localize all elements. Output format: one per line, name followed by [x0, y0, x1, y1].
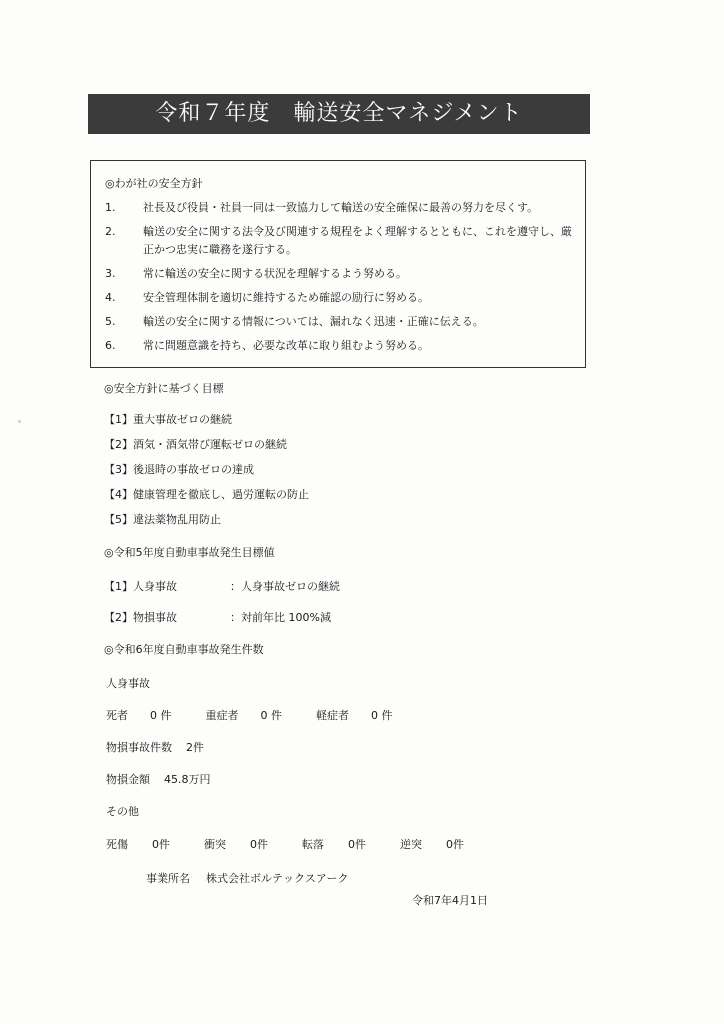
- goal-item: 【1】重大事故ゼロの継続: [104, 413, 232, 426]
- policy-item-text: 常に問題意識を持ち、必要な改革に取り組むよう努める。: [143, 339, 429, 352]
- policy-item: [105, 265, 575, 283]
- policy-item: [105, 289, 575, 307]
- policy-item-text: 安全管理体制を適切に維持するため確認の励行に努める。: [143, 291, 429, 304]
- target-value: ：人身事故ゼロの継続: [230, 580, 340, 593]
- other-label: 逆突: [400, 838, 422, 851]
- goal-item: 【5】違法薬物乱用防止: [104, 513, 221, 526]
- target-label: 【2】物損事故: [104, 611, 177, 624]
- targets-heading: ◎令和5年度自動車事故発生目標値: [104, 546, 275, 559]
- other-value: 0件: [152, 838, 170, 851]
- property-count-row: [106, 739, 204, 755]
- policy-item-text: 常に輸送の安全に関する状況を理解するよう努める。: [143, 267, 407, 280]
- scan-speck: [18, 420, 21, 423]
- office-name: 株式会社ボルテックスアーク: [206, 872, 349, 885]
- goals-heading: ◎安全方針に基づく目標: [104, 382, 224, 395]
- other-counts-row: [106, 836, 464, 852]
- results-heading: ◎令和6年度自動車事故発生件数: [104, 643, 264, 656]
- office-label: 事業所名: [146, 872, 190, 885]
- target-label: 【1】人身事故: [104, 580, 177, 593]
- property-count-label: 物損事故件数: [106, 741, 172, 754]
- property-amount-value: 45.8万円: [164, 773, 211, 786]
- policy-item-number: 6.: [105, 339, 116, 352]
- injury-counts-row: [106, 707, 393, 723]
- policy-item-number: 4.: [105, 291, 116, 304]
- page-title: 令和７年度 輸送安全マネジメント: [88, 94, 590, 134]
- property-amount-label: 物損金額: [106, 773, 150, 786]
- document-date: 令和7年4月1日: [412, 894, 488, 907]
- other-label: 死傷: [106, 838, 128, 851]
- fatal-label: 死者: [106, 709, 128, 722]
- safety-policy-box: [90, 160, 586, 368]
- policy-item: [105, 199, 575, 217]
- other-heading: その他: [106, 805, 139, 818]
- office-row: [146, 870, 349, 886]
- policy-item-text: 輸送の安全に関する情報については、漏れなく迅速・正確に伝える。: [143, 315, 484, 328]
- policy-item-number: 2.: [105, 225, 116, 238]
- policy-item: [105, 223, 575, 259]
- policy-item-text: 輸送の安全に関する法令及び関連する規程をよく理解するとともに、これを遵守し、厳正かつ忠実に職務を遂行する。: [143, 225, 572, 256]
- serious-label: 重症者: [205, 709, 239, 722]
- personal-injury-heading: 人身事故: [106, 677, 150, 690]
- fatal-value: 0 件: [150, 709, 172, 722]
- other-label: 衝突: [204, 838, 226, 851]
- other-value: 0件: [446, 838, 464, 851]
- minor-value: 0 件: [371, 709, 393, 722]
- target-row: [104, 609, 331, 625]
- other-label: 転落: [302, 838, 324, 851]
- other-value: 0件: [348, 838, 366, 851]
- safety-policy-list: [105, 199, 575, 361]
- goal-item: 【2】酒気・酒気帯び運転ゼロの継続: [104, 438, 287, 451]
- property-count-value: 2件: [186, 741, 204, 754]
- policy-item-number: 5.: [105, 315, 116, 328]
- policy-item-text: 社長及び役員・社員一同は一致協力して輸送の安全確保に最善の努力を尽くす。: [143, 201, 539, 214]
- goal-item: 【4】健康管理を徹底し、過労運転の防止: [104, 488, 309, 501]
- minor-label: 軽症者: [316, 709, 349, 722]
- target-value: ：対前年比 100%減: [230, 611, 331, 624]
- policy-item: [105, 313, 575, 331]
- property-amount-row: [106, 771, 211, 787]
- serious-value: 0 件: [260, 709, 282, 722]
- target-row: [104, 578, 340, 594]
- other-value: 0件: [250, 838, 268, 851]
- policy-item: [105, 337, 575, 355]
- safety-policy-heading: ◎わが社の安全方針: [105, 177, 203, 190]
- goal-item: 【3】後退時の事故ゼロの達成: [104, 463, 254, 476]
- policy-item-number: 3.: [105, 267, 116, 280]
- policy-item-number: 1.: [105, 201, 116, 214]
